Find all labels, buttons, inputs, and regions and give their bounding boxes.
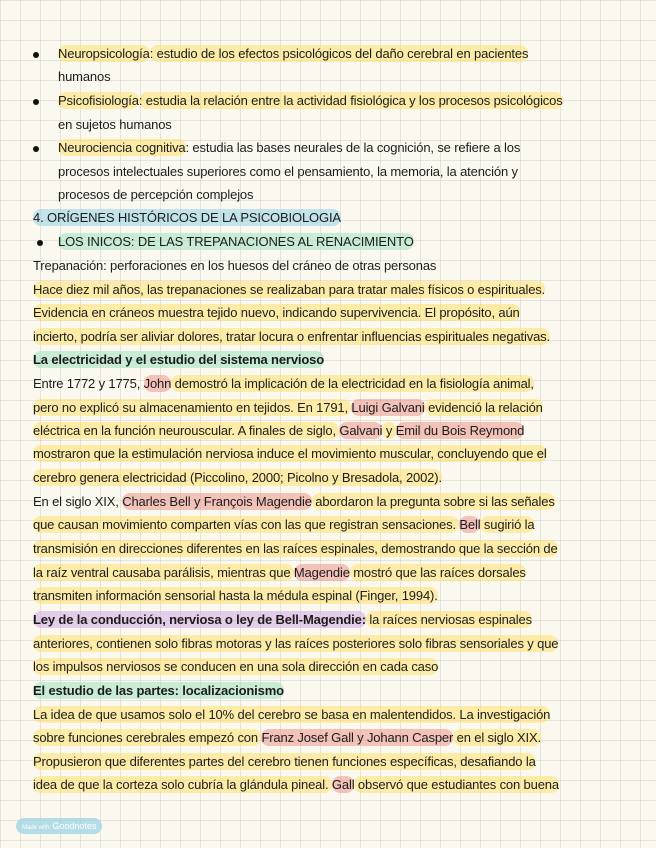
text-run: idea de que la corteza solo cubría la glándula pineal.	[33, 777, 332, 792]
electricidad-line-7	[33, 517, 534, 533]
text-run: transmisión en direcciones diferentes en las raíces espinales, demostrando que la sección de	[33, 541, 558, 556]
text-run: pero no explicó su almacenamiento en tejidos. En 1791,	[33, 400, 352, 415]
electricidad-line-2	[33, 400, 543, 416]
text-run: mostraron que la estimulación nerviosa induce el movimiento muscular, concluyendo que el	[33, 446, 547, 461]
text-run: sugirió la	[480, 517, 535, 532]
name-bell-magendie: Charles Bell y François Magendie	[122, 494, 312, 509]
text-run: anteriores, contienen solo fibras motoras y las raíces posteriores solo fibras sensoriales y que	[33, 636, 559, 651]
text-run: Propusieron que diferentes partes del cerebro tienen funciones específicas, desafiando la	[33, 754, 536, 769]
localizacionismo-line-4	[33, 777, 559, 793]
badge-brand: Goodnotes	[52, 821, 97, 831]
sub-bullet-text: LOS INICOS: DE LAS TREPANACIONES AL RENACIMIENTO	[58, 234, 414, 249]
electricidad-line-1	[33, 376, 534, 392]
trepanacion-text-4: incierto, podría ser aliviar dolores, tratar locura o enfrentar influencias espirituales negativas.	[33, 329, 550, 344]
psicofisiologia-definition: : estudia la relación entre la actividad fisiológica y los procesos psicológicos	[138, 93, 563, 108]
term-neuropsicologia: Neuropsicología	[58, 46, 150, 61]
text-run: la raíz ventral causaba parálisis, mientras que	[33, 565, 294, 580]
text-run: Entre 1772 y 1775,	[33, 376, 144, 391]
term-neurociencia: Neurociencia cognitiva	[58, 140, 186, 155]
neurociencia-definition: : estudia las bases neurales de la cognición, se refiere a los	[185, 140, 521, 155]
badge-made-with: Made with	[22, 825, 50, 831]
electricidad-line-4	[33, 446, 547, 462]
sub-bullet-heading	[58, 234, 414, 250]
text-run: La idea de que usamos solo el 10% del cerebro se basa en malentendidos. La investigación	[33, 707, 551, 722]
text-run: demostró la implicación de la electricidad en la fisiología animal,	[171, 376, 534, 391]
trepanacion-line-4	[33, 329, 550, 345]
text-run: y	[382, 423, 396, 438]
text-run: En el siglo XIX,	[33, 494, 123, 509]
name-emil-du-bois-reymond: Emil du Bois Reymond	[395, 423, 525, 438]
term-psicofisiologia: Psicofisiología	[58, 93, 139, 108]
localizacionismo-heading-text: El estudio de las partes: localizacionismo	[33, 683, 284, 698]
name-luigi-galvani: Luigi Galvani	[351, 400, 425, 415]
text-run: evidenció la relación	[424, 400, 543, 415]
bullet-dot	[33, 146, 39, 152]
text-run: que causan movimiento comparten vías con las que registran sensaciones.	[33, 517, 460, 532]
ley-title: Ley de la conducción, nerviosa o ley de Bell-Magendie:	[33, 612, 366, 627]
electricidad-line-10	[33, 588, 438, 604]
neuropsicologia-line-1	[58, 46, 528, 62]
ley-line-3	[33, 659, 438, 675]
ley-line-1	[33, 612, 532, 628]
electricidad-line-3	[33, 423, 524, 439]
localizacionismo-line-2	[33, 730, 541, 746]
electricidad-heading-text: La electricidad y el estudio del sistema nervioso	[33, 352, 325, 367]
section-heading	[33, 210, 341, 226]
text-run: transmiten información sensorial hasta la médula espinal (Finger, 1994).	[33, 588, 438, 603]
trepanacion-line-1: Trepanación: perforaciones en los huesos del cráneo de otras personas	[33, 258, 437, 273]
text-run: sobre funciones cerebrales empezó con	[33, 730, 262, 745]
name-gall-casper: Franz Josef Gall y Johann Casper	[261, 730, 454, 745]
name-gall: Gall	[331, 777, 355, 792]
text-run: cerebro genera electricidad (Piccolino, 2000; Picolno y Bresadola, 2002).	[33, 470, 442, 485]
text-run: eléctrica en la función neurouscular. A finales de siglo,	[33, 423, 340, 438]
text-run: abordaron la pregunta sobre si las señales	[311, 494, 555, 509]
psicofisiologia-line-1	[58, 93, 563, 109]
psicofisiologia-line-2: en sujetos humanos	[58, 117, 172, 132]
trepanacion-text-3: Evidencia en cráneos muestra tejido nuevo, indicando supervivencia. El propósito, aún	[33, 305, 520, 320]
neurociencia-line-1	[58, 140, 520, 156]
ley-line-2	[33, 636, 558, 652]
text-run: observó que estudiantes con buena	[354, 777, 559, 792]
neuropsicologia-line-2: humanos	[58, 69, 111, 84]
localizacionismo-line-1	[33, 707, 550, 723]
electricidad-line-5	[33, 470, 442, 486]
section-heading-text: 4. ORÍGENES HISTÓRICOS DE LA PSICOBIOLOGIA	[33, 210, 341, 225]
text-run: la raíces nerviosas espinales	[365, 612, 532, 627]
trepanacion-line-3	[33, 305, 520, 321]
neurociencia-line-2: procesos intelectuales superiores como el pensamiento, la memoria, la atención y	[58, 164, 518, 179]
bullet-dot	[37, 240, 43, 246]
localizacionismo-line-3	[33, 754, 536, 770]
bullet-dot	[33, 99, 39, 105]
bullet-dot	[33, 52, 39, 58]
electricidad-line-9	[33, 565, 526, 581]
localizacionismo-heading	[33, 683, 284, 699]
text-run: en el siglo XIX.	[453, 730, 541, 745]
name-galvani: Galvani	[339, 423, 383, 438]
name-john: John	[143, 376, 172, 391]
electricidad-line-6	[33, 494, 555, 510]
electricidad-heading	[33, 352, 324, 368]
text-run: mostró que las raíces dorsales	[349, 565, 526, 580]
goodnotes-badge[interactable]	[16, 818, 102, 834]
name-magendie: Magendie	[293, 565, 350, 580]
text-run: los impulsos nerviosos se conducen en una sola dirección en cada caso	[33, 659, 439, 674]
trepanacion-text-2: Hace diez mil años, las trepanaciones se realizaban para tratar males físicos o espirituales.	[33, 282, 546, 297]
electricidad-line-8	[33, 541, 558, 557]
name-bell: Bell	[459, 517, 481, 532]
trepanacion-line-2	[33, 282, 545, 298]
neurociencia-line-3: procesos de percepción complejos	[58, 187, 254, 202]
neuropsicologia-definition: : estudio de los efectos psicológicos del daño cerebral en pacientes	[149, 46, 529, 61]
